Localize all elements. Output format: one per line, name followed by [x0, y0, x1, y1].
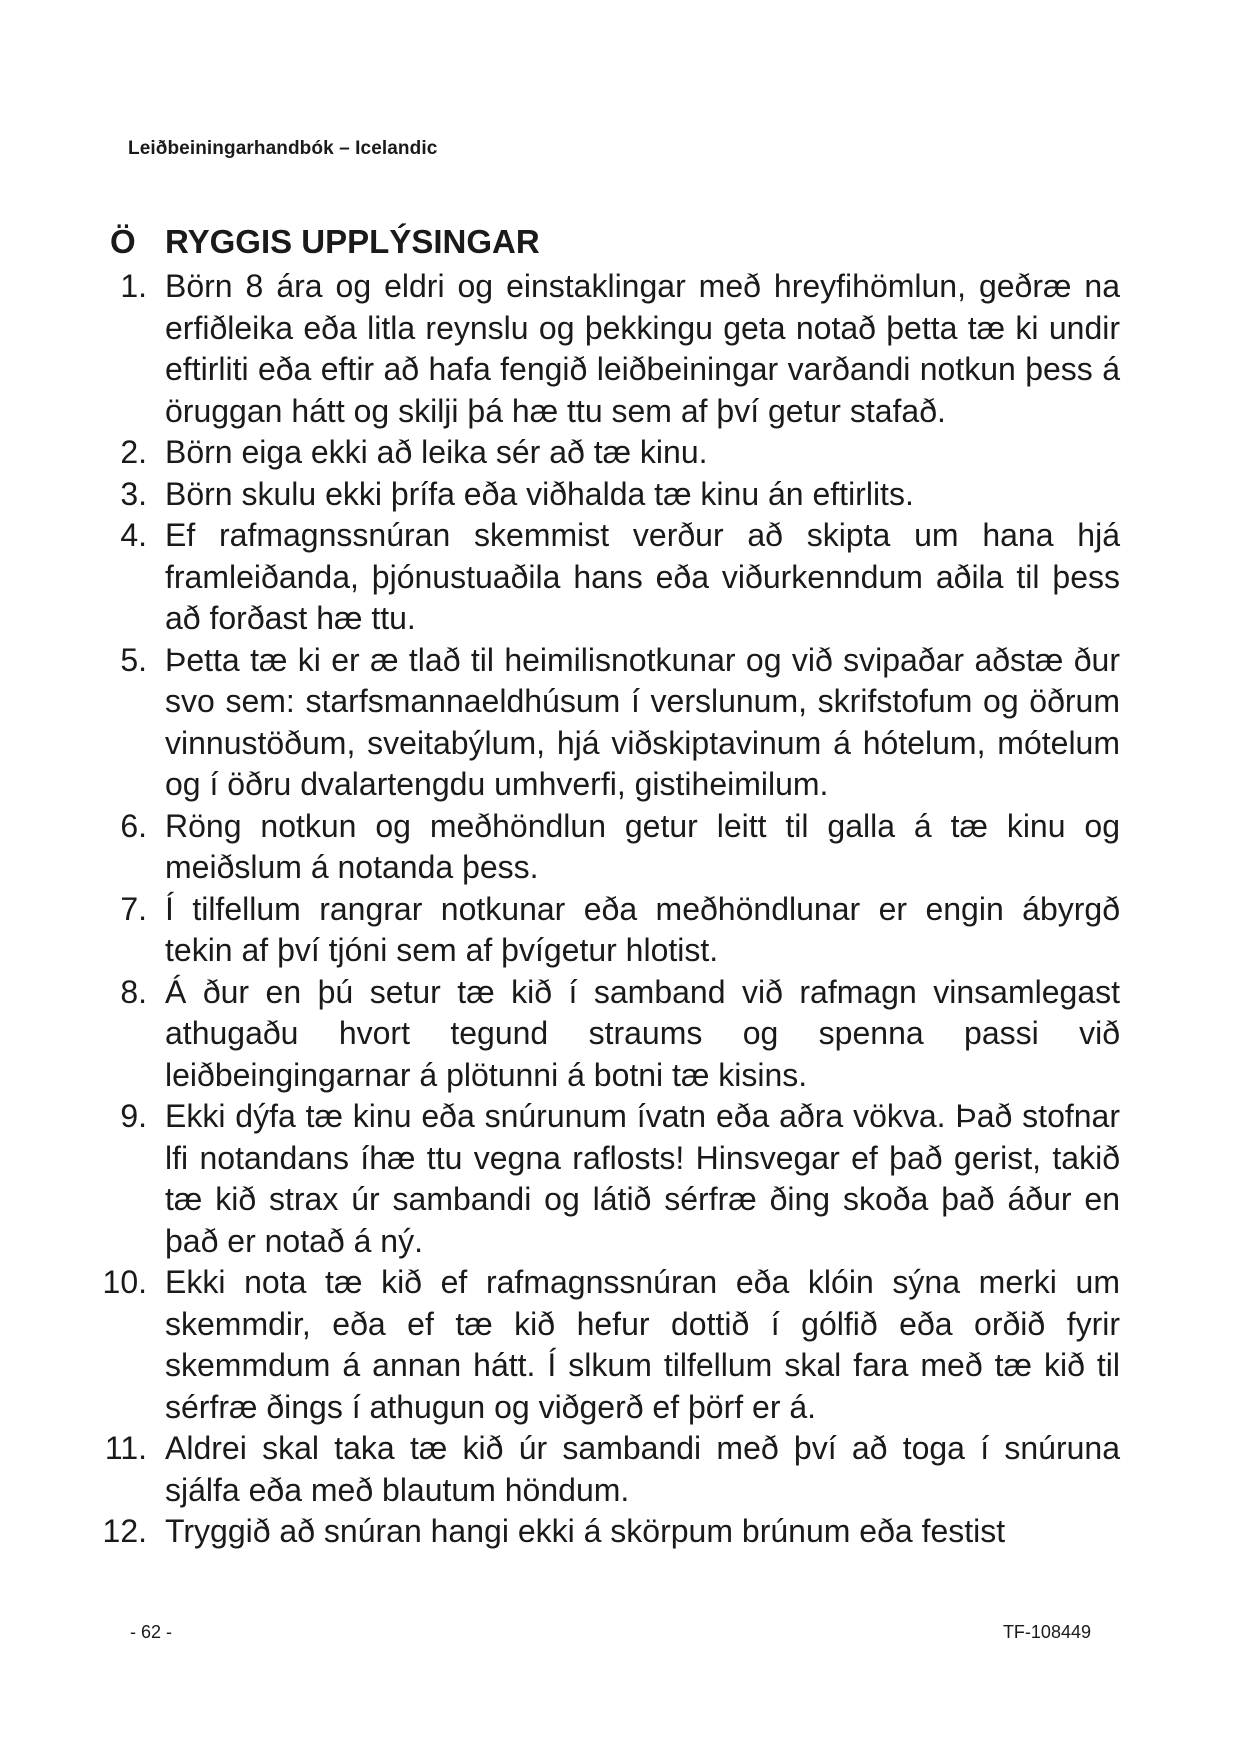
- page-number: - 62 -: [130, 1622, 173, 1642]
- model-number: TF-108449: [1002, 1622, 1091, 1642]
- safety-rules-list: [102, 266, 1120, 1553]
- list-item-number: 2.: [120, 434, 147, 470]
- section-title: RYGGIS UPPLÝSINGAR: [165, 223, 540, 260]
- list-item-number: 1.: [120, 268, 147, 304]
- section-marker: Ö: [110, 223, 136, 260]
- list-item-number: 8.: [120, 973, 147, 1010]
- list-item-number: 9.: [120, 1098, 147, 1134]
- list-item: [110, 432, 1120, 474]
- list-item-number: 4.: [120, 517, 147, 553]
- list-item: [110, 640, 1120, 806]
- document-header: Leiðbeiningarhandbók – Icelandic: [128, 138, 438, 159]
- list-item-number: 3.: [120, 475, 147, 512]
- list-item-text: Í tilfellum rangrar notkunar eða meðhöndlunar er engin ábyrgð tekin af því tjóni sem af þvígetur hlotist.: [165, 890, 1120, 968]
- list-item: [104, 1428, 1120, 1511]
- list-item-text: Börn skulu ekki þrífa eða viðhalda tæ kinu án eftirlits.: [165, 475, 914, 512]
- list-item-number: 6.: [120, 807, 147, 844]
- list-item: [102, 1511, 1120, 1553]
- list-item-text: Á ður en þú setur tæ kið í samband við rafmagn vinsamlegast athugaðu hvort tegund straums og spenna passi við leiðbeingingarnar á plötunni á botni tæ kisins.: [165, 973, 1120, 1093]
- list-item: [110, 889, 1120, 972]
- list-item-text: Þetta tæ ki er æ tlað til heimilisnotkunar og við svipaðar aðstæ ður svo sem: starfsmannaeldhúsum í verslunum, skrifstofum og öðrum vinnustöðum, sveitabýlum, hjá viðskiptavinum á hótelum, mótelum og í öðru dvalartengdu umhverfi, gistiheimilum.: [165, 641, 1120, 802]
- list-item: [110, 1096, 1120, 1262]
- list-item-text: Röng notkun og meðhöndlun getur leitt til galla á tæ kinu og meiðslum á notanda þess.: [165, 807, 1120, 885]
- list-item: [110, 266, 1120, 432]
- list-item-text: Börn eiga ekki að leika sér að tæ kinu.: [165, 434, 708, 470]
- list-item-text: Ekki dýfa tæ kinu eða snúrunum ívatn eða aðra vökva. Það stofnar lfi notandans íhæ ttu vegna raflosts! Hinsvegar ef það gerist, takið tæ kið strax úr sambandi og látið sérfræ ðing skoða það áður en það er notað á ný.: [165, 1098, 1120, 1259]
- list-item-number: 7.: [120, 890, 147, 927]
- list-item: [110, 972, 1120, 1097]
- list-item-text: Ef rafmagnssnúran skemmist verður að skipta um hana hjá framleiðanda, þjónustuaðila hans eða viðurkenndum aðila til þess að forðast hæ ttu.: [165, 517, 1120, 636]
- list-item: [110, 806, 1120, 889]
- list-item-text: Aldrei skal taka tæ kið úr sambandi með því að toga í snúruna sjálfa eða með blautum höndum.: [165, 1430, 1120, 1508]
- list-item-number: 10.: [102, 1264, 147, 1300]
- list-item-number: 5.: [120, 641, 147, 678]
- list-item: [110, 474, 1120, 516]
- list-item: [110, 515, 1120, 640]
- section-heading: [110, 218, 1120, 266]
- list-item-text: Ekki nota tæ kið ef rafmagnssnúran eða klóin sýna merki um skemmdir, eða ef tæ kið hefur dottið í gólfið eða orðið fyrir skemmdum á annan hátt. Í slkum tilfellum skal fara með tæ kið til sérfræ ðings í athugun og viðgerð ef þörf er á.: [165, 1264, 1120, 1425]
- list-item-number: 11.: [104, 1430, 147, 1466]
- list-item: [102, 1262, 1120, 1428]
- safety-section: [102, 218, 1120, 1553]
- list-item-text: Tryggið að snúran hangi ekki á skörpum brúnum eða festist: [165, 1513, 1006, 1549]
- list-item-text: Börn 8 ára og eldri og einstaklingar með hreyfihömlun, geðræ na erfiðleika eða litla reynslu og þekkingu geta notað þetta tæ ki undir eftirliti eða eftir að hafa fengið leiðbeiningar varðandi notkun þess á öruggan hátt og skilji þá hæ ttu sem af því getur stafað.: [165, 268, 1120, 429]
- list-item-number: 12.: [102, 1513, 147, 1549]
